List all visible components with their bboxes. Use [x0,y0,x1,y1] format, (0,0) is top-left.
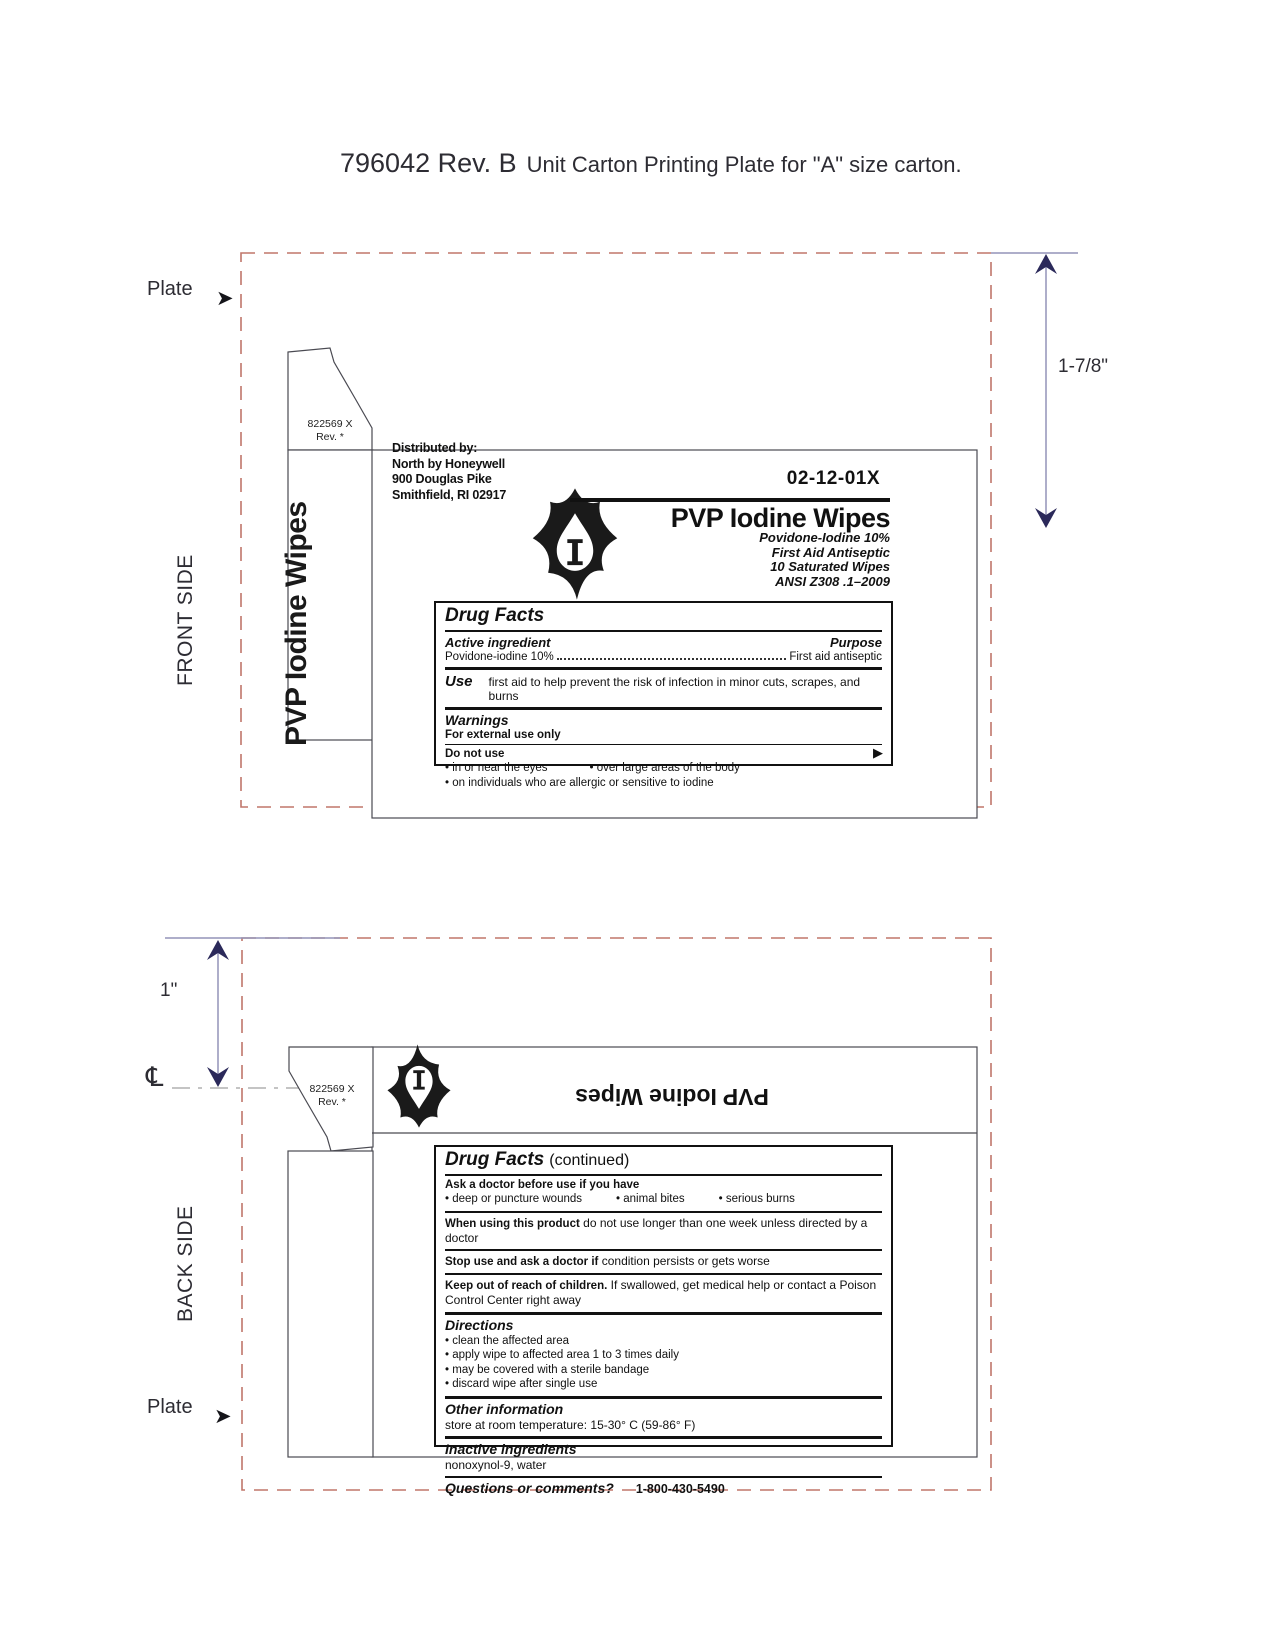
ansi-line: ANSI Z308 .1–2009 [775,573,890,589]
warning-bullet: • on individuals who are allergic or sensitive to iodine [445,776,882,791]
flap-part-number: 822569 X [307,418,353,430]
ask-doctor-bullets-row [445,1192,882,1211]
direction-bullet: • discard wipe after single use [445,1377,882,1396]
direction-bullet: • may be covered with a sterile bandage [445,1363,882,1378]
keep-out-of-reach-row [445,1275,882,1312]
active-ingredient-header-row [445,632,882,650]
use-text: first aid to help prevent the risk of infection in minor cuts, scrapes, and burns [488,675,861,703]
side-panel-brand: PVP Iodine Wipes [280,501,313,746]
continued-arrow-icon: ▶ [873,745,883,760]
warning-bullet: • in or near the eyes [445,761,548,776]
keep-out-heading: Keep out of reach of children. [445,1279,608,1292]
active-ingredient-row [445,650,882,667]
ask-bullet: • deep or puncture wounds [445,1192,582,1207]
stop-use-text: condition persists or gets worse [601,1253,770,1268]
purpose-header: Purpose [829,635,882,650]
active-ingredient-purpose: First aid antiseptic [789,651,882,663]
distributor-block [392,441,506,503]
back-plate-label: Plate [147,1396,193,1418]
back-brand-upside-down: PVP Iodine Wipes [575,1084,769,1110]
centerline-icon: ℄ [146,1062,164,1093]
back-drug-facts-box [434,1145,893,1496]
stop-use-heading: Stop use and ask a doctor if [445,1255,599,1268]
back-side-label: BACK SIDE [174,1205,197,1322]
ask-doctor-heading: Ask a doctor before use if you have [445,1179,640,1191]
warning-bullets-row [445,761,882,776]
do-not-use-heading: Do not use [445,748,505,760]
warnings-heading: Warnings [445,712,509,728]
questions-heading: Questions or comments? [445,1479,614,1496]
flap-revision: Rev. * [316,431,344,443]
distributed-by: Distributed by: [392,441,478,455]
when-using-row [445,1213,882,1249]
distributor-street: 900 Douglas Pike [392,472,492,486]
drug-facts-title: Drug Facts [445,1149,545,1170]
front-drug-facts-box [434,601,893,789]
distributor-name: North by Honeywell [392,456,506,471]
plate-arrow-icon: ➤ [216,287,234,310]
directions-heading: Directions [445,1316,514,1333]
external-use-line: For external use only [445,729,882,745]
page-title [340,148,962,179]
use-row [445,670,882,707]
inactive-ingredients-text: nonoxynol-9, water [445,1457,547,1472]
direction-bullet: • clean the affected area [445,1334,882,1349]
page-subtitle: Unit Carton Printing Plate for "A" size carton. [526,152,962,177]
iodine-drop-logo-inverted [381,1043,457,1129]
back-side-panel [288,1151,373,1457]
flap-revision: Rev. * [318,1096,346,1108]
front-dimension-label: 1-7/8" [1058,356,1109,377]
back-flap-code [290,1083,374,1109]
plate-arrow-icon: ➤ [214,1405,232,1428]
inactive-ingredients-heading: Inactive ingredients [445,1440,577,1457]
questions-phone: 1-800-430-5490 [635,1481,725,1496]
drug-facts-continued-title [445,1147,882,1176]
when-using-heading: When using this product [445,1217,580,1230]
ask-bullet: • animal bites [616,1192,685,1207]
use-class-line: First Aid Antiseptic [771,544,890,560]
stop-use-row [445,1251,882,1273]
back-dimension-label: 1" [160,980,178,1001]
flap-part-number: 822569 X [309,1083,355,1095]
other-information-heading: Other information [445,1400,564,1417]
active-ingredient-header: Active ingredient [445,635,551,650]
strength-line: Povidone-Iodine 10% [759,530,890,545]
questions-row [445,1478,882,1499]
count-line: 10 Saturated Wipes [770,559,890,574]
front-subtitle-block [560,531,890,589]
lot-code: 02-12-01X [786,468,880,489]
when-using-text: do not use longer than one week unless directed by a doctor [445,1215,868,1245]
header-rule [570,498,890,502]
distributor-city: Smithfield, RI 02917 [392,487,507,502]
active-ingredient-name: Povidone-iodine 10% [445,651,554,663]
front-brand-title: PVP Iodine Wipes [670,503,890,533]
direction-bullet: • apply wipe to affected area 1 to 3 times daily [445,1348,882,1363]
dot-leader [557,658,787,660]
warning-bullet: • over large areas of the body [590,761,740,776]
continued-label: (continued) [549,1152,630,1169]
use-heading: Use [445,673,473,690]
front-side-label: FRONT SIDE [174,554,197,686]
front-plate-label: Plate [147,278,193,300]
document-number: 796042 Rev. B [340,148,517,178]
drug-facts-title: Drug Facts [445,603,882,632]
ask-bullet: • serious burns [719,1192,795,1207]
front-flap-code [288,418,372,444]
keep-out-text: If swallowed, get medical help or contact a Poison Control Center right away [445,1277,877,1307]
other-information-text: store at room temperature: 15-30° C (59-86° F) [445,1417,696,1432]
